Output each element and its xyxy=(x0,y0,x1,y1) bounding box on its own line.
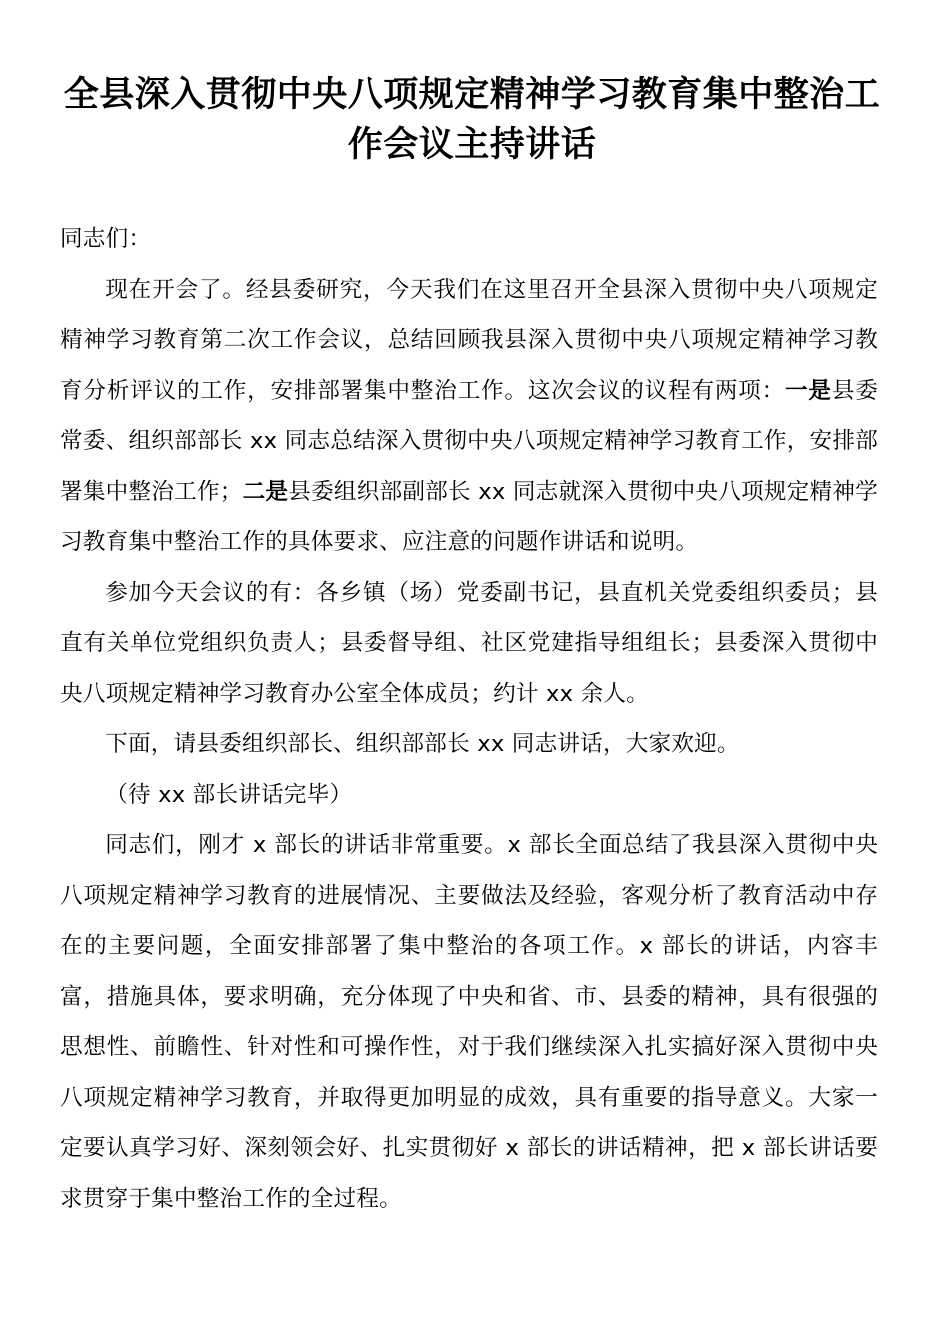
paragraph-attendees: 参加今天会议的有：各乡镇（场）党委副书记，县直机关党委组织委员；县直有关单位党组织负责人；县委督导组、社区党建指导组组长；县委深入贯彻中央八项规定精神学习教育办公室全体成员；约计 xx 余人。 xyxy=(60,579,878,707)
agenda-item-1-text: 县委常委、组织部部长 xx 同志总结深入贯彻中央八项规定精神学习教育工作，安排部署集中整治工作； xyxy=(60,377,878,505)
agenda-item-2-label: 二是 xyxy=(242,478,289,505)
salutation: 同志们： xyxy=(60,226,152,252)
paragraph-invite-speech: 下面，请县委组织部长、组织部部长 xx 同志讲话，大家欢迎。 xyxy=(105,731,740,757)
agenda-item-2-text: 县委组织部副部长 xx 同志就深入贯彻中央八项规定精神学习教育集中整治工作的具体要求、应注意的问题作讲话和说明。 xyxy=(60,478,878,555)
paragraph-summary: 同志们，刚才 x 部长的讲话非常重要。x 部长全面总结了我县深入贯彻中央八项规定精神学习教育的进展情况、主要做法及经验，客观分析了教育活动中存在的主要问题，全面安排部署了集中整治的各项工作。x 部长的讲话，内容丰富，措施具体，要求明确，充分体现了中央和省、市、县委的精神，具有很强的思想性、前瞻性、针对性和可操作性，对于我们继续深入扎实搞好深入贯彻中央八项规定精神学习教育，并取得更加明显的成效，具有重要的指导意义。大家一定要认真学习好、深刻领会好、扎实贯彻好 x 部长的讲话精神，把 x 部长讲话要求贯穿于集中整治工作的全过程。 xyxy=(60,832,878,1212)
document-title: 全县深入贯彻中央八项规定精神学习教育集中整治工作会议主持讲话 xyxy=(63,75,881,165)
paragraph-stage-note: （待 xx 部长讲话完毕） xyxy=(105,781,353,808)
agenda-item-1-label: 一是 xyxy=(785,377,832,404)
paragraph-opening xyxy=(60,265,878,568)
paragraph-opening-intro: 现在开会了。经县委研究，今天我们在这里召开全县深入贯彻中央八项规定精神学习教育第二次工作会议，总结回顾我县深入贯彻中央八项规定精神学习教育分析评议的工作，安排部署集中整治工作。这次会议的议程有两项： xyxy=(60,276,878,404)
document-body xyxy=(60,214,878,1224)
